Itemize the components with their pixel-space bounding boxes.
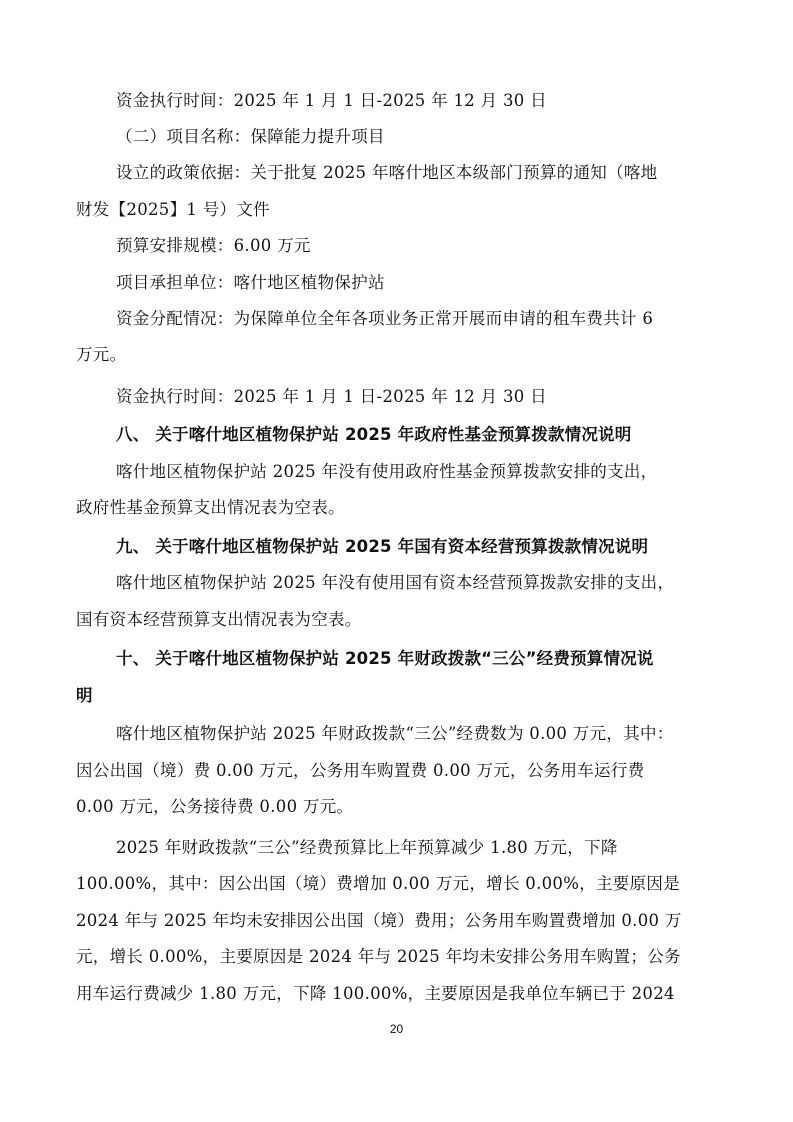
paragraph-line: 喀什地区植物保护站 2025 年没有使用政府性基金预算拨款安排的支出， — [116, 462, 658, 481]
paragraph-line: 项目承担单位：喀什地区植物保护站 — [116, 273, 385, 292]
section-heading-10-cont: 明 — [76, 686, 93, 705]
paragraph-line: 100.00%，其中：因公出国（境）费增加 0.00 万元，增长 0.00%，主要原因是 — [76, 874, 681, 893]
paragraph-line: 财发【2025】1 号）文件 — [76, 200, 270, 219]
paragraph-line: 设立的政策依据：关于批复 2025 年喀什地区本级部门预算的通知（喀地 — [116, 163, 658, 182]
page-number: 20 — [389, 1022, 404, 1036]
paragraph-line: 资金分配情况：为保障单位全年各项业务正常开展而申请的租车费共计 6 — [116, 309, 654, 328]
paragraph-line: 2024 年与 2025 年均未安排因公出国（境）费用；公务用车购置费增加 0.00 万 — [76, 911, 682, 930]
paragraph-line: 元，增长 0.00%，主要原因是 2024 年与 2025 年均未安排公务用车购置；公务 — [76, 947, 681, 966]
section-heading-8: 八、 关于喀什地区植物保护站 2025 年政府性基金预算拨款情况说明 — [116, 425, 632, 444]
section-heading-9: 九、 关于喀什地区植物保护站 2025 年国有资本经营预算拨款情况说明 — [116, 537, 649, 556]
paragraph-line: 政府性基金预算支出情况表为空表。 — [76, 498, 345, 517]
paragraph-line: 0.00 万元，公务接待费 0.00 万元。 — [76, 797, 354, 816]
paragraph-line: 万元。 — [76, 345, 127, 364]
paragraph-line: （二）项目名称：保障能力提升项目 — [116, 127, 385, 146]
paragraph-line: 资金执行时间：2025 年 1 月 1 日-2025 年 12 月 30 日 — [116, 387, 547, 406]
paragraph-line: 喀什地区植物保护站 2025 年没有使用国有资本经营预算拨款安排的支出， — [116, 573, 675, 592]
paragraph-line: 2025 年财政拨款“三公”经费预算比上年预算减少 1.80 万元，下降 — [116, 838, 618, 857]
paragraph-line: 资金执行时间：2025 年 1 月 1 日-2025 年 12 月 30 日 — [116, 91, 547, 110]
section-heading-10: 十、 关于喀什地区植物保护站 2025 年财政拨款“三公”经费预算情况说 — [116, 649, 654, 668]
paragraph-line: 喀什地区植物保护站 2025 年财政拨款“三公”经费数为 0.00 万元，其中： — [116, 724, 674, 743]
paragraph-line: 因公出国（境）费 0.00 万元，公务用车购置费 0.00 万元，公务用车运行费 — [76, 761, 645, 780]
paragraph-line: 国有资本经营预算支出情况表为空表。 — [76, 610, 362, 629]
paragraph-line: 用车运行费减少 1.80 万元，下降 100.00%，主要原因是我单位车辆已于 2024 — [76, 984, 675, 1003]
paragraph-line: 预算安排规模：6.00 万元 — [116, 236, 311, 255]
